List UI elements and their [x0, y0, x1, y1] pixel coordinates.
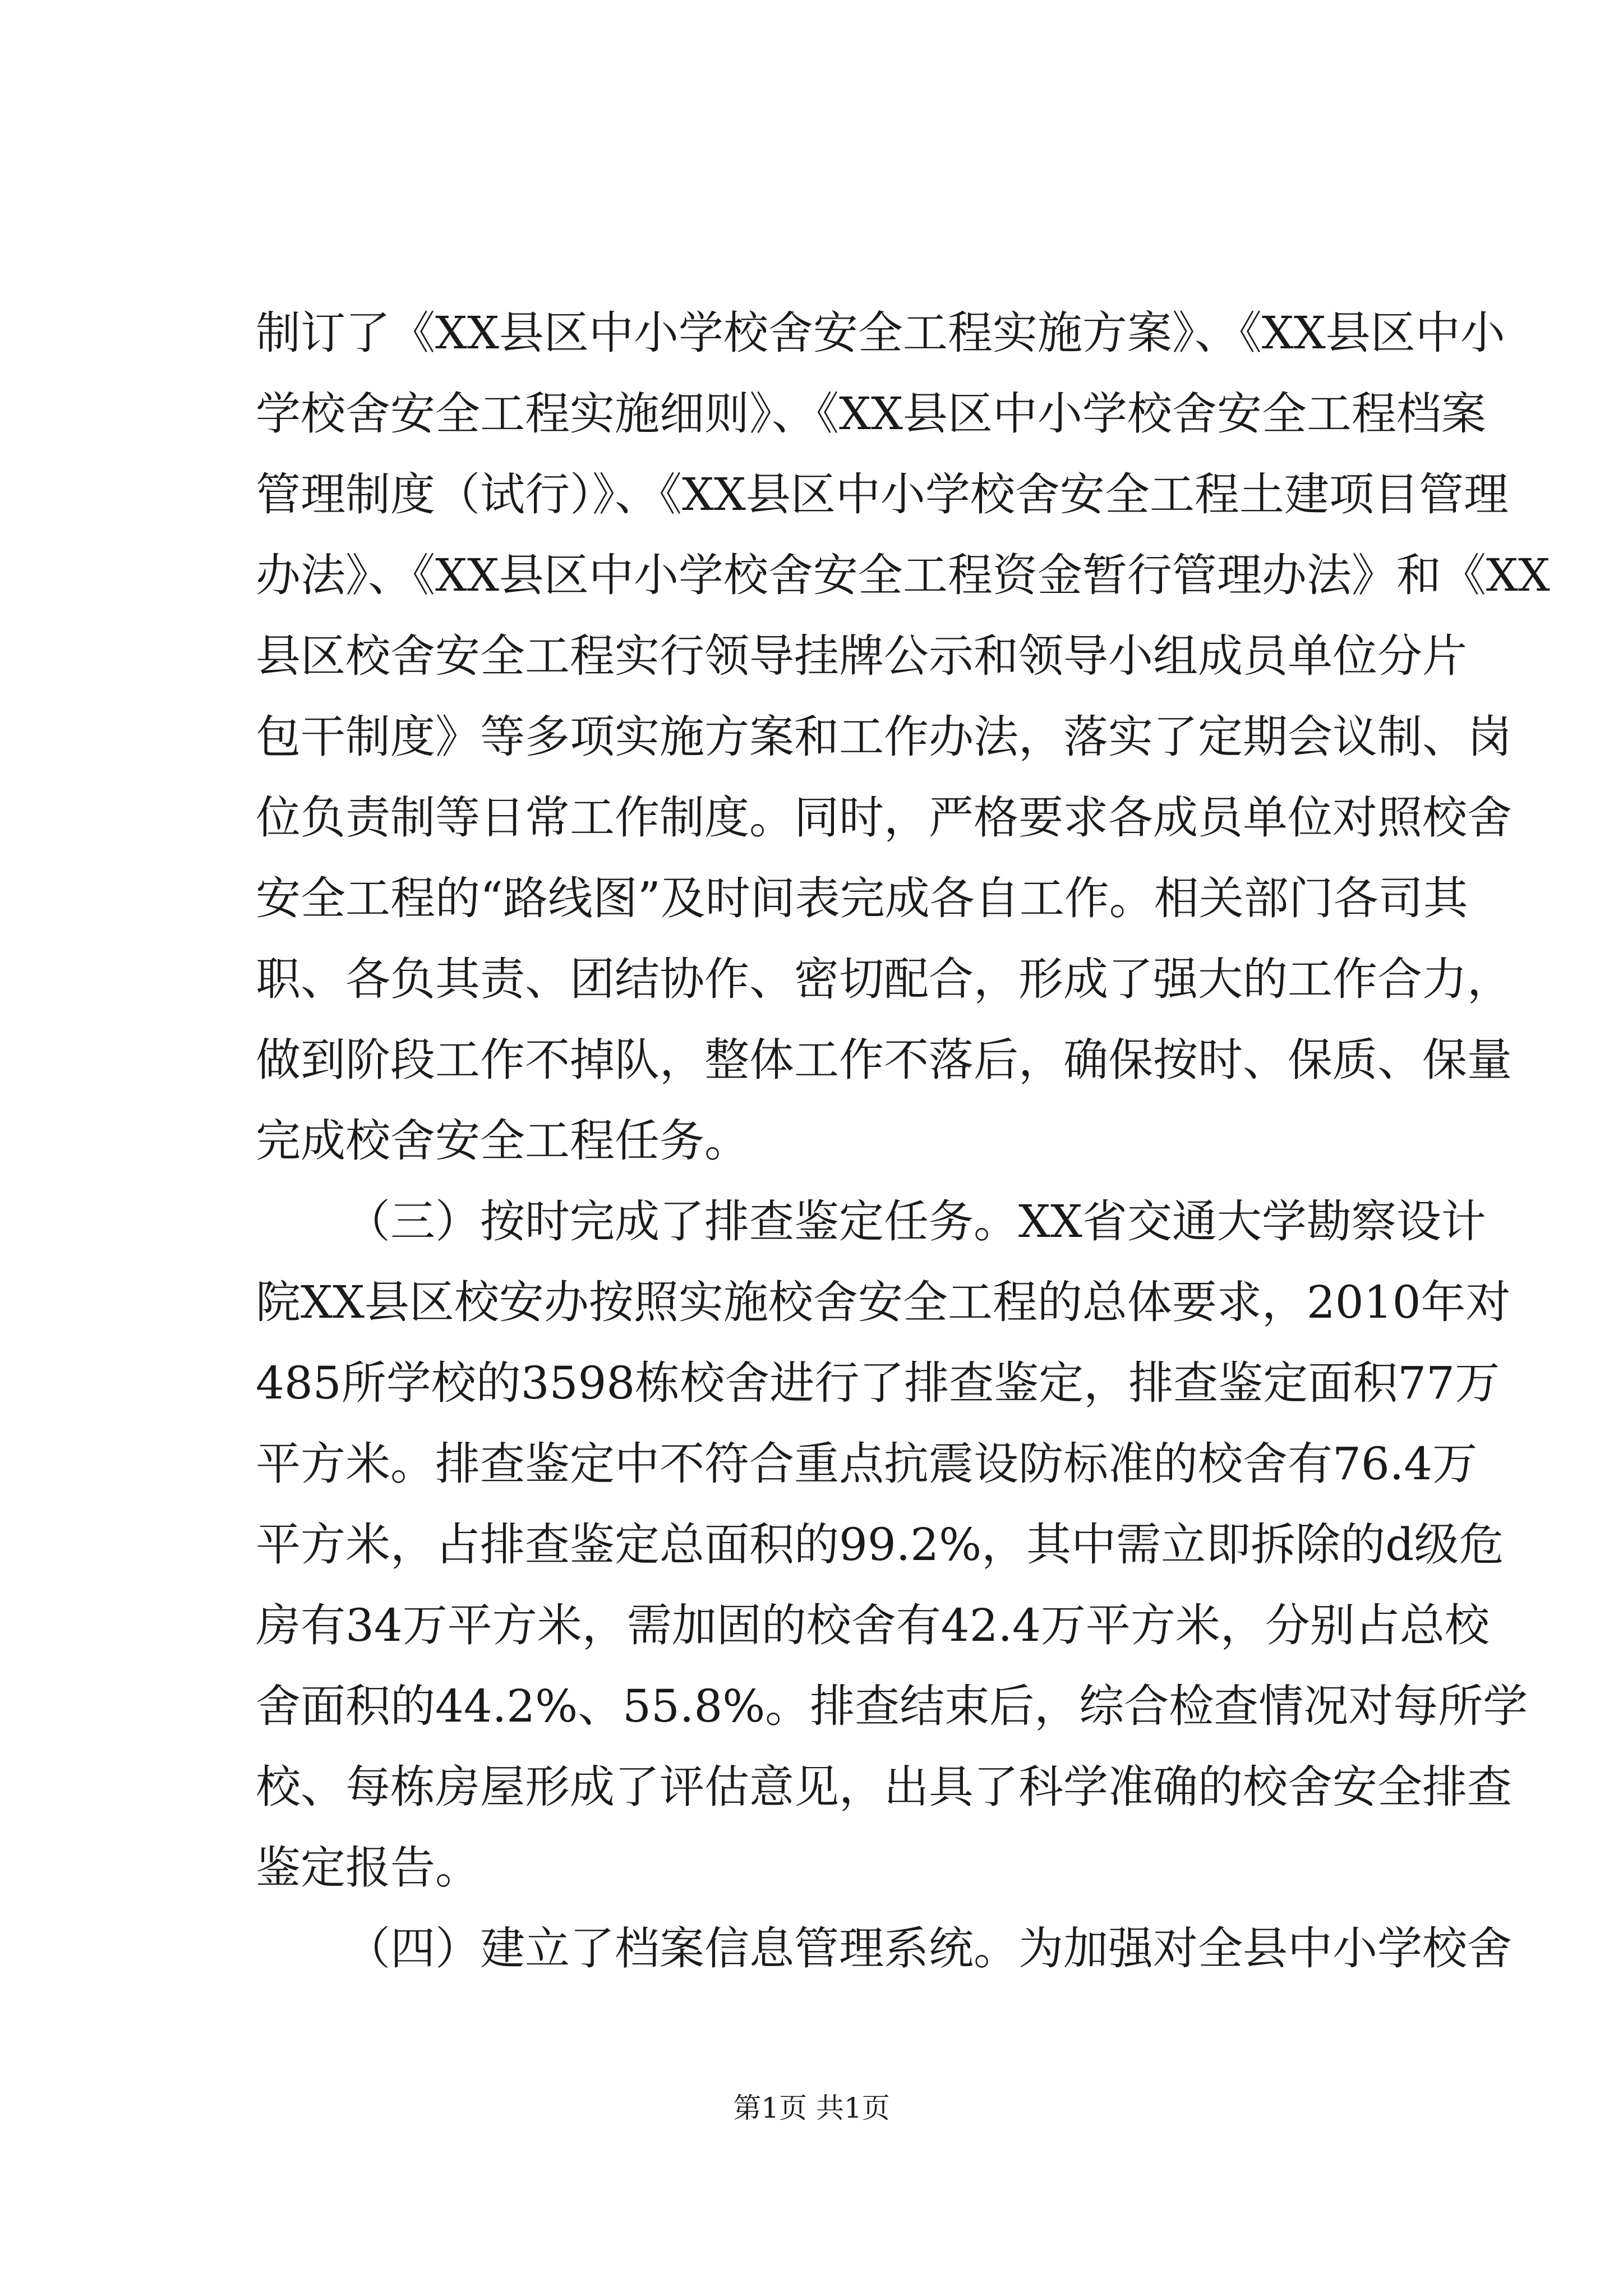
paragraph-line: 舍面积的44.2%、55.8%。排查结束后，综合检查情况对每所学 — [256, 1680, 1528, 1732]
paragraph-line: 学校舍安全工程实施细则》、《XX县区中小学校舍安全工程档案 — [256, 388, 1486, 440]
paragraph-line: 县区校舍安全工程实行领导挂牌公示和领导小组成员单位分片 — [256, 630, 1467, 682]
paragraph-line: 院XX县区校安办按照实施校舍安全工程的总体要求，2010年对 — [256, 1276, 1511, 1328]
paragraph-line: 管理制度（试行）》、《XX县区中小学校舍安全工程土建项目管理 — [256, 468, 1509, 521]
paragraph-line: 鉴定报告。 — [256, 1842, 480, 1894]
body-text — [256, 293, 1550, 1989]
paragraph-line: 职、各负其责、团结协作、密切配合，形成了强大的工作合力， — [256, 953, 1512, 1005]
section-heading-line: （四）建立了档案信息管理系统。为加强对全县中小学校舍 — [345, 1922, 1512, 1975]
paragraph-line: 平方米，占排查鉴定总面积的99.2%，其中需立即拆除的d级危 — [256, 1519, 1504, 1571]
paragraph-line: 房有34万平方米，需加固的校舍有42.4万平方米，分别占总校 — [256, 1599, 1490, 1651]
paragraph-line: 安全工程的“路线图”及时间表完成各自工作。相关部门各司其 — [256, 872, 1468, 924]
paragraph-line: 平方米。排查鉴定中不符合重点抗震设防标准的校舍有76.4万 — [256, 1438, 1478, 1490]
page-number-footer: 第1页 共1页 — [733, 2092, 890, 2124]
paragraph-line: 办法》、《XX县区中小学校舍安全工程资金暂行管理办法》和《XX — [256, 549, 1550, 601]
paragraph-line: 包干制度》等多项实施方案和工作办法，落实了定期会议制、岗 — [256, 711, 1512, 763]
paragraph-line: 完成校舍安全工程任务。 — [256, 1115, 749, 1167]
paragraph-line: 位负责制等日常工作制度。同时，严格要求各成员单位对照校舍 — [256, 792, 1512, 844]
paragraph-line: 485所学校的3598栋校舍进行了排查鉴定，排查鉴定面积77万 — [256, 1357, 1500, 1409]
section-heading-line: （三）按时完成了排查鉴定任务。XX省交通大学勘察设计 — [345, 1195, 1486, 1248]
paragraph-line: 制订了《XX县区中小学校舍安全工程实施方案》、《XX县区中小 — [256, 307, 1505, 359]
paragraph-line: 做到阶段工作不掉队，整体工作不落后，确保按时、保质、保量 — [256, 1034, 1512, 1086]
paragraph-line: 校、每栋房屋形成了评估意见，出具了科学准确的校舍安全排查 — [256, 1761, 1512, 1813]
